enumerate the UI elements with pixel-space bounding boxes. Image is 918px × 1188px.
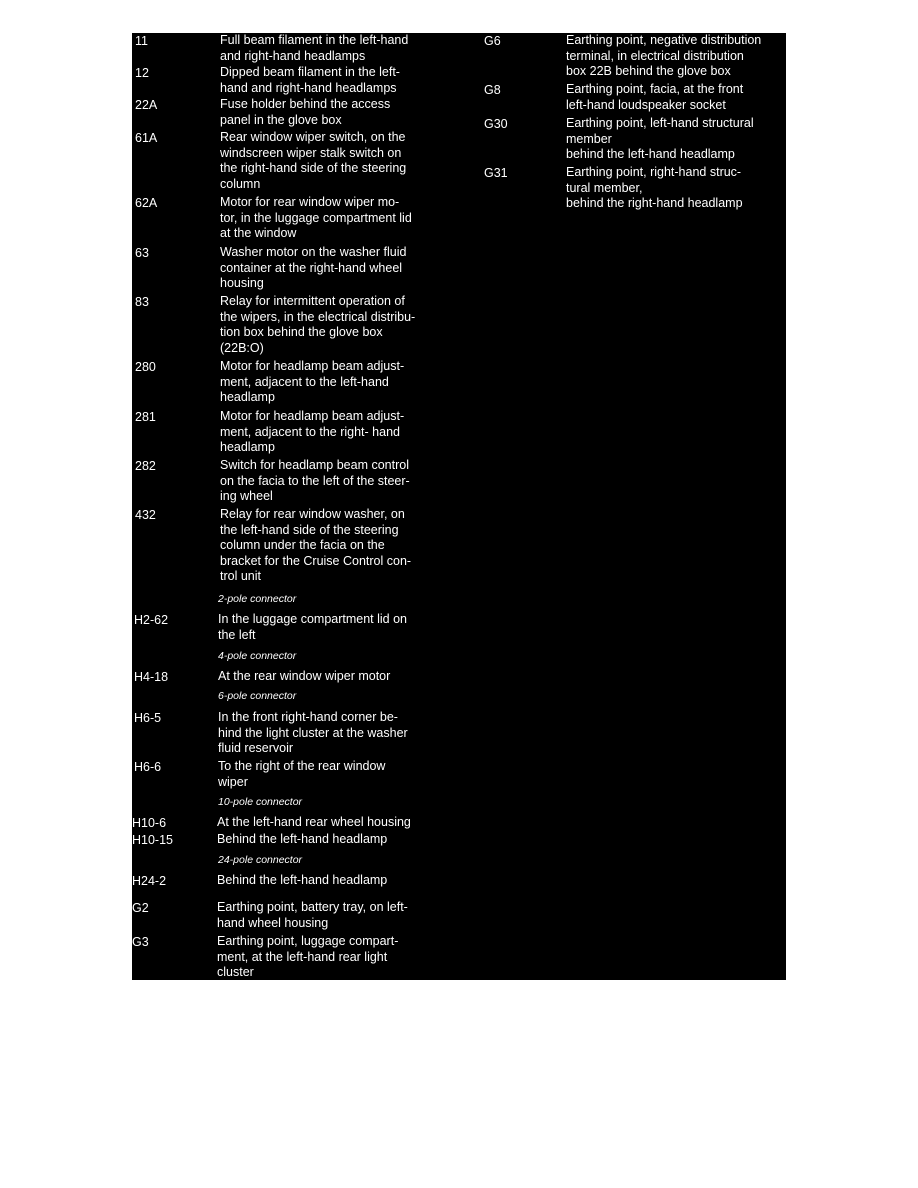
connector-code: H4-18 [134, 670, 169, 684]
component-code: 282 [135, 459, 156, 473]
earthing-description: Earthing point, luggage compart- ment, at the left-hand rear light cluster [217, 934, 399, 980]
component-description: Full beam filament in the left-hand and right-hand headlamps [220, 33, 409, 63]
earthing-code: G30 [484, 117, 508, 131]
earthing-description: Earthing point, left-hand structural member behind the left-hand headlamp [566, 116, 754, 162]
connector-code: H6-6 [134, 760, 162, 774]
connector-description: In the front right-hand corner be- hind the light cluster at the washer fluid reservoir [218, 710, 408, 756]
connector-description: In the luggage compartment lid on the left [218, 612, 408, 642]
component-description: Motor for headlamp beam adjust- ment, adjacent to the left-hand headlamp [220, 359, 405, 405]
connector-code: H2-62 [134, 613, 169, 627]
component-description: Washer motor on the washer fluid container at the right-hand wheel housing [220, 245, 407, 291]
earthing-code: G8 [484, 83, 501, 97]
connector-code: H6-5 [134, 711, 162, 725]
component-code: 12 [135, 66, 149, 80]
section-title: 10-pole connector [218, 796, 303, 808]
component-code: 63 [135, 246, 149, 260]
component-code: 61A [135, 131, 158, 145]
connector-description: Behind the left-hand headlamp [217, 873, 388, 887]
component-code: 83 [135, 295, 149, 309]
component-description: Rear window wiper switch, on the windscreen wiper stalk switch on the right-hand side of the steering column [220, 130, 407, 191]
earthing-description: Earthing point, facia, at the front left-hand loudspeaker socket [566, 82, 744, 112]
earthing-code: G2 [132, 901, 149, 915]
connector-description: At the rear window wiper motor [218, 669, 391, 683]
earthing-description: Earthing point, negative distribution terminal, in electrical distribution box 22B behind the glove box [566, 33, 762, 79]
component-description: Motor for rear window wiper mo- tor, in the luggage compartment lid at the window [220, 195, 412, 241]
component-code: 432 [135, 508, 156, 522]
earthing-description: Earthing point, right-hand struc- tural member, behind the right-hand headlamp [566, 165, 743, 211]
connector-code: H24-2 [132, 874, 167, 888]
earthing-code: G31 [484, 166, 508, 180]
earthing-code: G3 [132, 935, 149, 949]
connector-code: H10-6 [132, 816, 167, 830]
connector-code: H10-15 [132, 833, 173, 847]
connector-description: To the right of the rear window wiper [218, 759, 386, 789]
earthing-code: G6 [484, 34, 501, 48]
section-title: 6-pole connector [218, 690, 297, 702]
component-list-panel [132, 33, 786, 980]
section-title: 4-pole connector [218, 650, 297, 662]
connector-description: At the left-hand rear wheel housing [217, 815, 411, 829]
connector-description: Behind the left-hand headlamp [217, 832, 388, 846]
section-title: 2-pole connector [218, 593, 297, 605]
component-description: Fuse holder behind the access panel in the glove box [220, 97, 391, 127]
component-description: Relay for rear window washer, on the left-hand side of the steering column under the facia on the bracket for the Cruise Control con- trol unit [220, 507, 412, 584]
component-description: Relay for intermittent operation of the wipers, in the electrical distribu- tion box behind the glove box (22B:O) [220, 294, 416, 355]
component-code: 281 [135, 410, 156, 424]
component-code: 62A [135, 196, 158, 210]
component-description: Motor for headlamp beam adjust- ment, adjacent to the right- hand headlamp [220, 409, 405, 455]
section-title: 24-pole connector [218, 854, 303, 866]
earthing-description: Earthing point, battery tray, on left- hand wheel housing [217, 900, 408, 930]
component-description: Switch for headlamp beam control on the facia to the left of the steer- ing wheel [220, 458, 410, 504]
component-code: 11 [135, 34, 148, 48]
component-code: 22A [135, 98, 158, 112]
component-code: 280 [135, 360, 156, 374]
component-description: Dipped beam filament in the left- hand and right-hand headlamps [220, 65, 400, 95]
